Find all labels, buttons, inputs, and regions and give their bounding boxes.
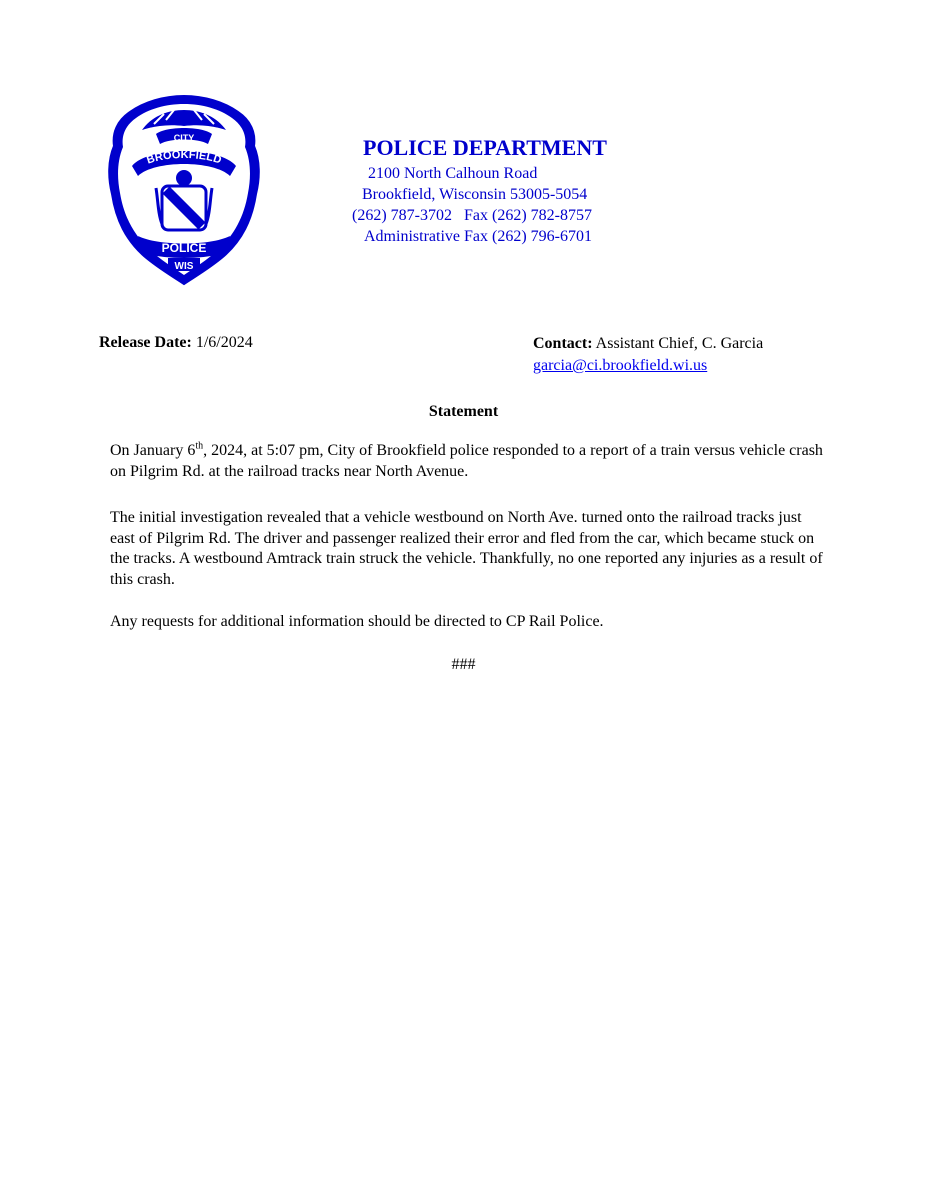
city-line: Brookfield, Wisconsin 53005-5054 bbox=[362, 186, 588, 203]
release-date-value: 1/6/2024 bbox=[195, 334, 253, 351]
release-date-label: Release Date: bbox=[99, 334, 192, 351]
release-date bbox=[99, 333, 253, 353]
statement-paragraph-3: Any requests for additional information should be directed to CP Rail Police. bbox=[110, 613, 604, 630]
p1-rest: , 2024, at 5:07 pm, City of Brookfield police responded to a report of a train versus vehicle crash on Pilgrim Rd. at the railroad tracks near North Avenue. bbox=[110, 442, 823, 480]
p1-superscript: th bbox=[195, 440, 204, 452]
phone-line: (262) 787-3702 Fax (262) 782-8757 bbox=[352, 207, 592, 224]
end-mark: ### bbox=[451, 656, 476, 673]
contact-block bbox=[533, 333, 763, 377]
svg-text:WIS: WIS bbox=[174, 261, 194, 272]
statement-title: Statement bbox=[428, 403, 499, 420]
admin-fax-line: Administrative Fax (262) 796-6701 bbox=[364, 228, 592, 245]
statement-paragraph-1 bbox=[110, 441, 830, 482]
statement-paragraph-2: The initial investigation revealed that a vehicle westbound on North Ave. turned onto the railroad tracks just east of Pilgrim Rd. The driver and passenger realized their error and fled from the car, which became stuck on the tracks. A westbound Amtrack train struck the vehicle. Thankfully, no one reported any injuries as a result of this crash. bbox=[110, 509, 823, 588]
department-title: POLICE DEPARTMENT bbox=[363, 135, 607, 160]
police-badge-icon bbox=[104, 90, 264, 290]
contact-name: Assistant Chief, C. Garcia bbox=[595, 335, 764, 352]
address-line: 2100 North Calhoun Road bbox=[368, 165, 538, 182]
svg-text:POLICE: POLICE bbox=[161, 241, 207, 255]
svg-text:BROOKFIELD: BROOKFIELD bbox=[145, 148, 223, 167]
department-header bbox=[352, 135, 607, 247]
p1-start: On January 6 bbox=[110, 442, 196, 459]
svg-text:CITY: CITY bbox=[173, 133, 195, 143]
contact-label: Contact: bbox=[533, 335, 593, 352]
contact-email-link[interactable]: garcia@ci.brookfield.wi.us bbox=[533, 357, 708, 374]
